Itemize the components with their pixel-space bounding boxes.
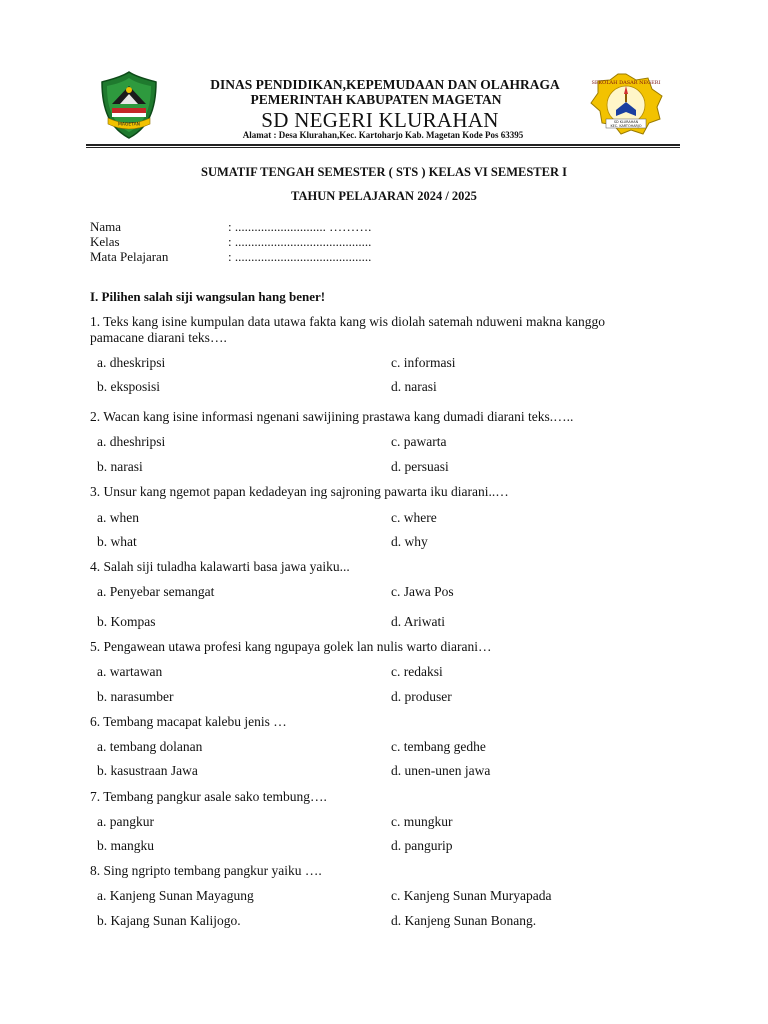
- identity-row-name: [90, 219, 371, 234]
- identity-row-subject: [90, 249, 371, 264]
- question-1-option-b: b. eksposisi: [97, 379, 161, 394]
- question-7-option-a: a. pangkur: [97, 814, 154, 829]
- school-address: Alamat : Desa Klurahan,Kec. Kartoharjo Kab. Magetan Kode Pos 63395: [242, 130, 524, 140]
- question-7-text: 7. Tembang pangkur asale sako tembung….: [90, 789, 327, 804]
- identity-value: : ..........................................: [228, 249, 372, 264]
- identity-value: : ............................ ……….: [228, 219, 372, 234]
- question-8-option-a: a. Kanjeng Sunan Mayagung: [97, 888, 254, 903]
- question-2-option-d: d. persuasi: [391, 459, 449, 474]
- question-3-option-a: a. when: [97, 510, 139, 525]
- school-badge-bottom-text-2: KEC. KARTOHARJO: [610, 124, 642, 128]
- exam-title: SUMATIF TENGAH SEMESTER ( STS ) KELAS VI SEMESTER I: [201, 165, 567, 179]
- identity-label: Mata Pelajaran: [90, 249, 169, 264]
- agency-name: DINAS PENDIDIKAN,KEPEMUDAAN DAN OLAHRAGA: [210, 77, 560, 92]
- identity-row-class: [90, 234, 371, 249]
- question-6-option-d: d. unen-unen jawa: [391, 763, 491, 778]
- question-2-text: 2. Wacan kang isine informasi ngenani sawijining prastawa kang dumadi diarani teks.…..: [90, 409, 574, 424]
- question-6-option-a: a. tembang dolanan: [97, 739, 203, 754]
- question-6-option-b: b. kasustraan Jawa: [97, 763, 198, 778]
- identity-value: : ..........................................: [228, 234, 372, 249]
- question-7-option-b: b. mangku: [97, 838, 154, 853]
- school-badge-top-text: SEKOLAH DASAR NEGERI: [591, 80, 661, 86]
- regency-emblem-ribbon-text: MAGETAN: [117, 122, 141, 128]
- section-heading: I. Pilihen salah siji wangsulan hang bener!: [90, 289, 326, 304]
- question-2-option-a: a. dheshripsi: [97, 434, 166, 449]
- question-5-option-c: c. redaksi: [391, 664, 443, 679]
- question-5-text: 5. Pengawean utawa profesi kang ngupaya golek lan nulis warto diarani…: [90, 639, 492, 654]
- question-4-option-c: c. Jawa Pos: [391, 584, 454, 599]
- letterhead-rule-thin: [86, 147, 680, 148]
- question-6-text: 6. Tembang macapat kalebu jenis …: [90, 714, 287, 729]
- identity-label: Kelas: [90, 234, 120, 249]
- question-3-option-d: d. why: [391, 534, 428, 549]
- letterhead-rule: [86, 144, 680, 146]
- question-3-option-b: b. what: [97, 534, 137, 549]
- question-8-option-d: d. Kanjeng Sunan Bonang.: [391, 913, 537, 928]
- exam-year: TAHUN PELAJARAN 2024 / 2025: [291, 189, 477, 203]
- question-7-option-c: c. mungkur: [391, 814, 453, 829]
- question-8-text: 8. Sing ngripto tembang pangkur yaiku ….: [90, 863, 322, 878]
- government-name: PEMERINTAH KABUPATEN MAGETAN: [250, 92, 502, 107]
- school-name: SD NEGERI KLURAHAN: [261, 108, 499, 132]
- question-8-option-b: b. Kajang Sunan Kalijogo.: [97, 913, 241, 928]
- question-6-option-c: c. tembang gedhe: [391, 739, 486, 754]
- question-1-option-c: c. informasi: [391, 355, 456, 370]
- question-3-text: 3. Unsur kang ngemot papan kedadeyan ing sajroning pawarta iku diarani..…: [90, 484, 509, 499]
- question-5-option-a: a. wartawan: [97, 664, 163, 679]
- question-1-text: 1. Teks kang isine kumpulan data utawa fakta kang wis diolah satemah nduweni makna kanggo: [90, 314, 606, 329]
- question-2-option-c: c. pawarta: [391, 434, 447, 449]
- question-3-option-c: c. where: [391, 510, 437, 525]
- question-4-option-a: a. Penyebar semangat: [97, 584, 215, 599]
- question-8-option-c: c. Kanjeng Sunan Muryapada: [391, 888, 552, 903]
- question-1-text-cont: pamacane diarani teks….: [90, 330, 227, 345]
- question-5-option-d: d. produser: [391, 689, 452, 704]
- question-4-option-d: d. Ariwati: [391, 614, 445, 629]
- question-7-option-d: d. pangurip: [391, 838, 453, 853]
- question-1-option-d: d. narasi: [391, 379, 437, 394]
- question-5-option-b: b. narasumber: [97, 689, 174, 704]
- question-4-text: 4. Salah siji tuladha kalawarti basa jawa yaiku...: [90, 559, 350, 574]
- question-2-option-b: b. narasi: [97, 459, 143, 474]
- question-1-option-a: a. dheskripsi: [97, 355, 166, 370]
- identity-label: Nama: [90, 219, 122, 234]
- school-badge-bottom-text-1: SD KLURAHAN: [613, 120, 639, 124]
- question-4-option-b: b. Kompas: [97, 614, 156, 629]
